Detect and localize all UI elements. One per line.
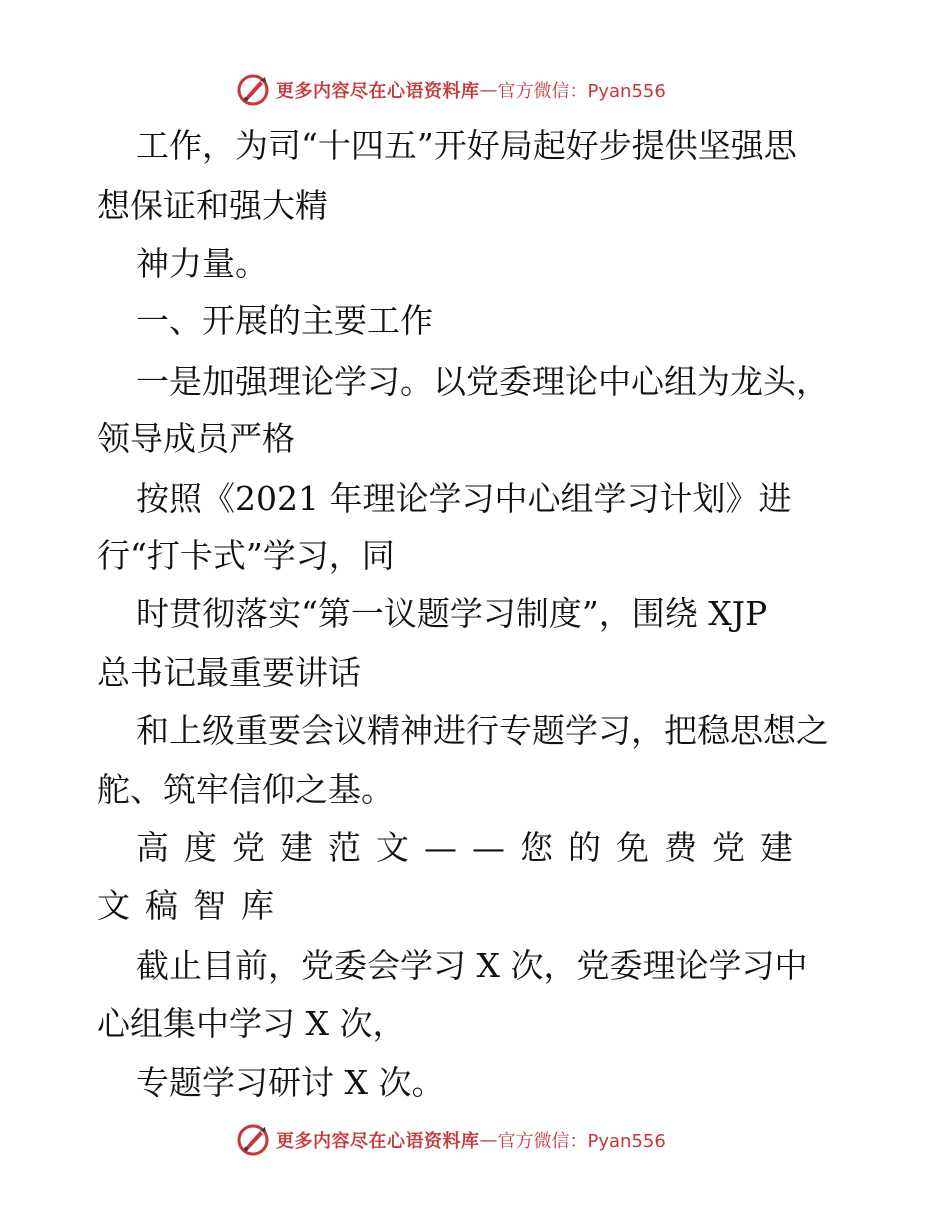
footer-banner-content xyxy=(236,1120,666,1160)
footer-banner xyxy=(0,1120,950,1160)
text-line-1: 工作，为司“十四五”开好局起好步提供坚强思 xyxy=(136,126,797,165)
text-line-5: 一是加强理论学习。以党委理论中心组为龙头， xyxy=(136,362,829,401)
text-line-9: 时贯彻落实“第一议题学习制度”，围绕 XJP xyxy=(136,594,768,633)
text-line-10: 总书记最重要讲话 xyxy=(97,653,361,692)
promo-line-2: 文稿智库 xyxy=(97,886,289,925)
footer-banner-title: 更多内容尽在心语资料库 xyxy=(276,1131,480,1152)
section-heading: 一、开展的主要工作 xyxy=(136,301,433,340)
header-banner-wechat: 官方微信：Pyan556 xyxy=(497,81,666,102)
text-line-17: 专题学习研讨 X 次。 xyxy=(136,1063,445,1102)
promo-line-1: 高度党建范文——您的免费党建 xyxy=(136,828,808,867)
header-banner-content xyxy=(236,70,666,110)
text-line-6: 领导成员严格 xyxy=(97,419,295,458)
text-line-11: 和上级重要会议精神进行专题学习，把稳思想之 xyxy=(136,711,829,750)
text-line-16: 心组集中学习 X 次， xyxy=(97,1004,406,1043)
text-line-7: 按照《2021 年理论学习中心组学习计划》进 xyxy=(136,479,792,518)
quill-pen-icon xyxy=(236,1123,270,1157)
text-line-3: 神力量。 xyxy=(136,244,268,283)
quill-pen-icon xyxy=(236,73,270,107)
text-line-12: 舵、筑牢信仰之基。 xyxy=(97,770,394,809)
text-line-8: 行“打卡式”学习，同 xyxy=(97,536,395,575)
header-banner-title: 更多内容尽在心语资料库 xyxy=(276,81,480,102)
footer-banner-separator: — xyxy=(479,1129,498,1151)
header-banner xyxy=(0,70,950,110)
header-banner-separator: — xyxy=(479,79,498,101)
text-line-15: 截止目前，党委会学习 X 次，党委理论学习中 xyxy=(136,946,808,985)
footer-banner-wechat: 官方微信：Pyan556 xyxy=(497,1131,666,1152)
text-line-2: 想保证和强大精 xyxy=(97,186,328,225)
